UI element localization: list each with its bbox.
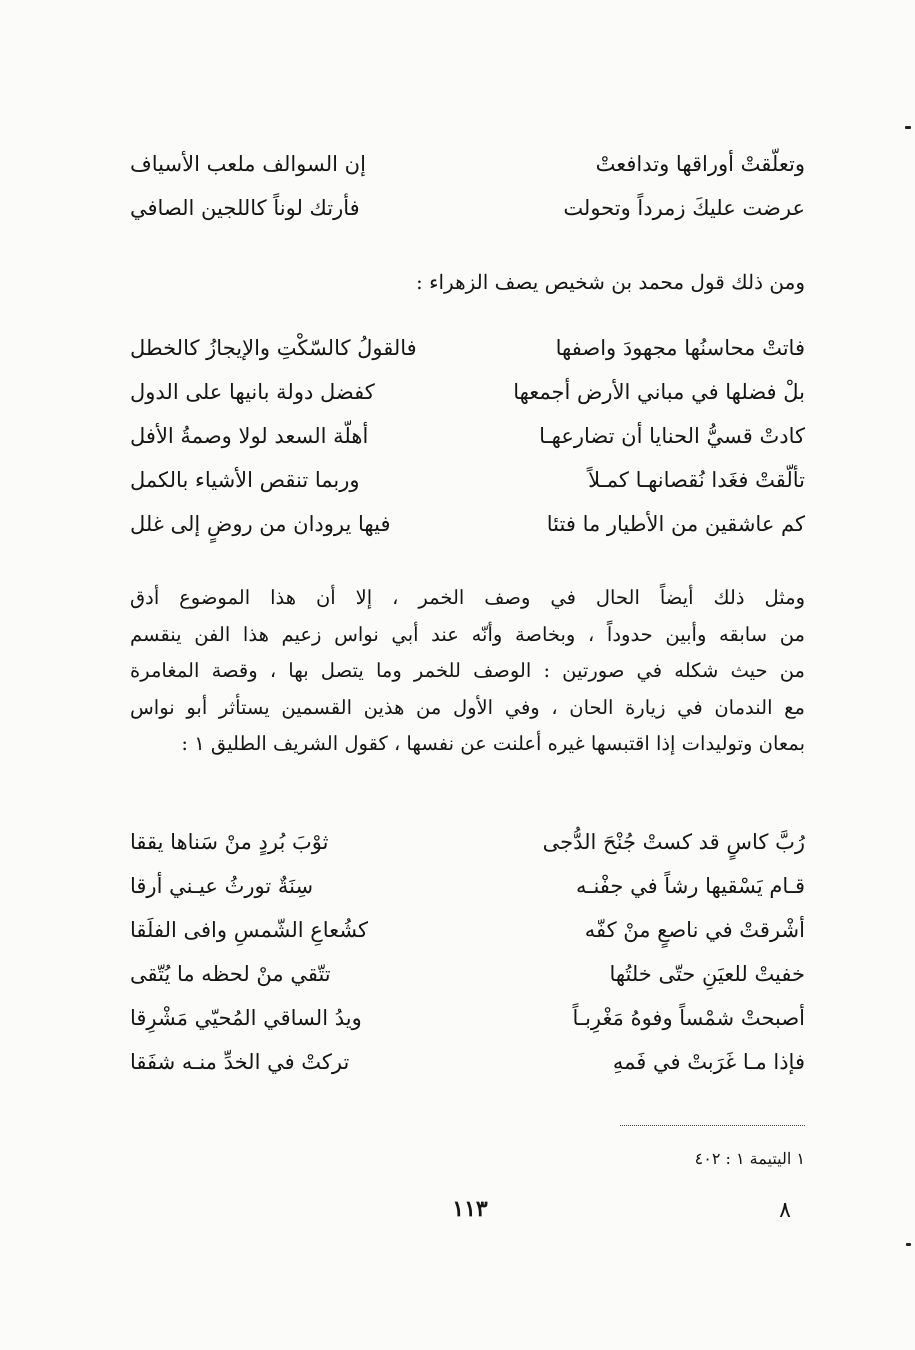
verse-first-hemistich: تألّقتْ فغَدا نُقصانهـا كمـلاً	[588, 468, 805, 492]
verse-line	[130, 1040, 805, 1084]
page-number: ١١٣	[452, 1196, 488, 1222]
verse-second-hemistich: تركتْ في الخدِّ منـه شفَقا	[130, 1050, 350, 1074]
verse-first-hemistich: خفيتْ للعيَنِ حتّى خلتُها	[609, 962, 805, 986]
verse-line	[130, 908, 805, 952]
verse-second-hemistich: سِنَةٌ تورثُ عيـني أرقا	[130, 874, 314, 898]
scan-speck	[906, 1243, 911, 1246]
verse-line	[130, 820, 805, 864]
prose-line: بمعان وتوليدات إذا اقتبسها غيره أعلنت عن نفسها ، كقول الشريف الطليق ١ :	[181, 732, 805, 755]
verse-first-hemistich: بلْ فضلها في مباني الأرض أجمعها	[513, 380, 805, 404]
verse-second-hemistich: وربما تنقص الأشياء بالكمل	[130, 468, 360, 492]
signature-mark: ٨	[779, 1198, 791, 1223]
verse-first-hemistich: كادتْ قسيُّ الحنايا أن تضارعهـا	[539, 424, 805, 448]
prose-line: مع الندمان في زيارة الحان ، وفي الأول من هذين القسمين يستأثر أبو نواس	[130, 695, 805, 719]
verse-first-hemistich: كم عاشقين من الأطيار ما فتئا	[546, 512, 805, 536]
verse-second-hemistich: فأرتك لوناً كاللجين الصافي	[130, 196, 360, 220]
verse-line	[130, 142, 805, 186]
verse-first-hemistich: فاتتْ محاسنُها مجهودَ واصفها	[555, 336, 805, 360]
verse-line	[130, 370, 805, 414]
verse-first-hemistich: عرضت عليكَ زمرداً وتحولت	[563, 196, 805, 220]
verse-line	[130, 864, 805, 908]
scan-speck	[905, 126, 911, 129]
verse-second-hemistich: كفضل دولة بانيها على الدول	[130, 380, 375, 404]
footnote: ١ اليتيمة ١ : ٤٠٢	[694, 1149, 805, 1168]
verse-line	[130, 186, 805, 230]
verse-first-hemistich: فإذا مـا غَرَبتْ في فَمهِ	[612, 1050, 805, 1074]
verse-second-hemistich: فيها يرودان من روضٍ إلى غلل	[130, 512, 391, 536]
verse-first-hemistich: رُبَّ كاسٍ قد كستْ جُنْحَ الدُّجى	[542, 830, 805, 854]
verse-line	[130, 502, 805, 546]
verse-second-hemistich: كشُعاعِ الشّمسِ وافى الفلَقا	[130, 918, 369, 942]
verse-second-hemistich: تتّقي منْ لحظه ما يُتّقى	[130, 962, 331, 986]
verse-second-hemistich: أهلّة السعد لولا وصمةُ الأفل	[130, 424, 369, 448]
verse-first-hemistich: أصبحتْ شمْساً وفوهُ مَغْرِبـاً	[572, 1006, 805, 1030]
footnote-divider	[620, 1125, 805, 1126]
prose-line: من حيث شكله في صورتين : الوصف للخمر وما يتصل بها ، وقصة المغامرة	[130, 659, 805, 682]
verse-first-hemistich: أشْرقتْ في ناصعٍ منْ كفّه	[584, 918, 805, 942]
verse-second-hemistich: ويدُ الساقي المُحيّي مَشْرِقا	[130, 1006, 362, 1030]
verse-line	[130, 952, 805, 996]
intro-line: ومن ذلك قول محمد بن شخيص يصف الزهراء :	[416, 270, 805, 294]
verse-second-hemistich: ثوْبَ بُردٍ منْ سَناها يققا	[130, 830, 329, 854]
verses-top	[130, 142, 805, 230]
verse-second-hemistich: فالقولُ كالسّكْتِ والإيجازُ كالخطل	[130, 336, 417, 360]
verse-line	[130, 414, 805, 458]
verse-second-hemistich: إن السوالف ملعب الأسياف	[130, 152, 366, 176]
prose-line: ومثل ذلك أيضاً الحال في وصف الخمر ، إلا أن هذا الموضوع أدق	[130, 586, 805, 609]
verse-line	[130, 458, 805, 502]
verse-first-hemistich: وتعلّقتْ أوراقها وتدافعتْ	[595, 152, 805, 176]
prose-line: من سابقه وأبين حدوداً ، وبخاصة وأنّه عند أبي نواس زعيم هذا الفن ينقسم	[130, 622, 805, 646]
verse-line	[130, 326, 805, 370]
verses-middle	[130, 326, 805, 546]
prose-paragraph	[130, 580, 805, 763]
verse-line	[130, 996, 805, 1040]
verse-first-hemistich: قـام يَسْقيها رشاً في جفْنـه	[576, 874, 805, 898]
verses-bottom	[130, 820, 805, 1084]
